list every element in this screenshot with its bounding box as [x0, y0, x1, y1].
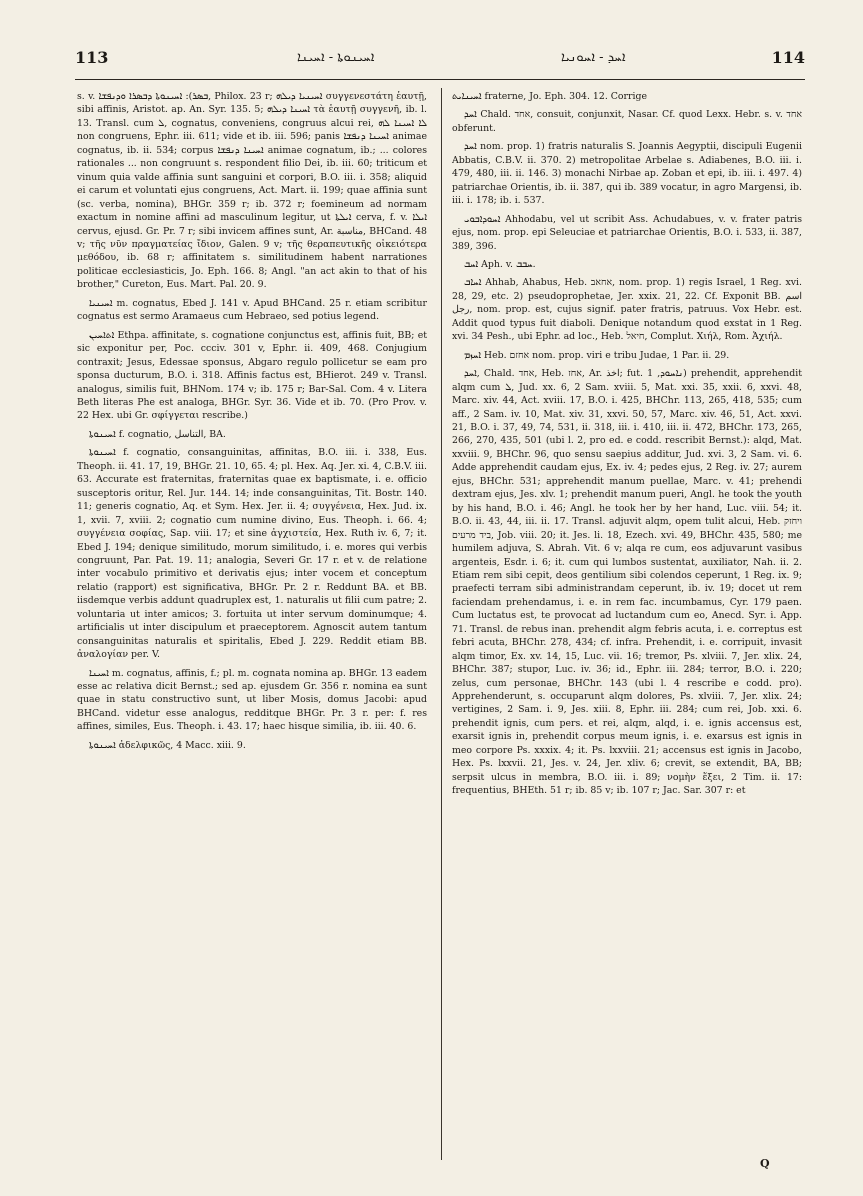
entry-paragraph: ܐܚܝܢܘܬܐ ἀδελφικῶς, 4 Macc. xiii. 9.: [89, 739, 246, 751]
entry-paragraph: ܐܬܐܚܝܢ Ethpa. affinitate, s. cognatione conjunctus est, affinis fuit, BB; et sic exponitur per, Poc. ccciv. 301 v, Ephr. ii. 409, 468. Conjugium contraxit; Jesus, Edessae sponsus, Abgaro regulo pollicetur se eam pro sponsa ducturum, B.O. i. 318. Affinis factus est, BHierot. 249 v. Transl. analogus, similis fuit, BHNom. 174 v; ib. 175 r; Bar-Sal. Com. 4 v. Litera Beth literas Phe est analoga, BHGr. Syr. 36. Vide et ib. 70. (Pro Prov. v. 22 Hex. ubi Gr. σφίγγεται rescribe.): [77, 329, 427, 422]
entry-paragraph: ܐܚܕ nom. prop. 1) fratris naturalis S. Joannis Aegyptii, discipuli Eugenii Abbatis, C.B.V. ii. 370. 2) metropolitae Arbelae s. Adiabenes, B.O. iii. i. 479, 480, iii. ii. 146. 3) monachi Nirbae ap. Zoban et epi, ib. iii. i. 497. 4) patriarchae Orientis, ib. ii. 387, qui ib. 389 vocatur, in agro Margensi, ib. iii. i. 178; ib. i. 537.: [452, 141, 802, 207]
entry-paragraph: s. v. ܒܣܪ): ܐܚܝܢܘܬܐ ܕܒܣܪܐ ܘܕܢܦܫܐ, Philox. 23 r; ܐܚܝܢܝܐ ܕܝܠܗ συγγενεστάτη ἑαυτῇ, sibi affinis, Aristot. ap. An. Syr. 135. 5; ܐܚܝܢܐ ܕܝܠܗ τὰ ἑαυτῇ συγγενῆ, ib. l. 13. Transl. cum ܠ, cognatus, conveniens, congruus alcui rei, ܠܐ ܐܚܝܢܐ ܠܗ non congruens, Ephr. iii. 611; vide et ib. iii. 596; panis ܐܚܝܢܐ ܕܢܦܫܐ animae cognatus, ib. ii. 534; corpus ܐܚܝܢܐ ܕܢܦܫܐ animae cognatum, ib.; ... colores rationales ... non congruunt s. respondent filio Dei, ib. iii. 60; triticum et vinum quia valde affinia sunt sanguini et corpori, B.O. iii. i. 358; aliquid ei carum et voluntati ejus congruens, Act. Mart. ii. 199; quae affinia sunt (sc. verba, nomina), BHGr. 359 r; ib. 372 r; foemineum ad normam exactum in nomine affini ad masculinum legitur, ut ܐܝܠܬܐ cerva, f. v. ܐܝܠܐ cervus, ejusd. Gr. Pr. 7 r; sibi invicem affines sunt, Ar. مناسبة, BHCand. 48 v; τῆς νῦν πραγματείας ἴδιον, Galen. 9 v; τῆς θεραπευτικῆς οἰκειότερα μεθόδου, ib. 68 r; affinitatem s. similitudinem habent narrationes politicae ecclesiasticis, Jo. Eph. 166. 8; Angl. "an act akin to that of his brother," Cureton, Eus. Mart. Pal. 20. 9.: [77, 91, 428, 291]
signature-mark: Q: [760, 1157, 770, 1170]
entry-paragraph: ܐܚܘܕܐܒܘܝ Ahhodabu, vel ut scribit Ass. Achudabues, v. v. frater patris ejus, nom. prop. epi Seleuciae et patriarchae Orientis, B.O. i. 533, ii. 387, 389, 396.: [452, 213, 802, 252]
entry-paragraph: ܐܚܐܒ Ahhab, Ahabus, Heb. אחאב, nom. prop. 1) regis Israel, 1 Reg. xvi. 28, 29, etc. 2) pseudoprophetae, Jer. xxix. 21, 22. Cf. Exponit BB. اسم رجل, nom. prop. est, cujus signif. pater fratris, patruus. Vox Hebr. est. Addit quod typus fuit diaboli. Denique notandum quod exstat in 1 Reg. xvi. 34 Pesh., ubi Ephr. ad loc., Heb. חיאל, Complut. Χιήλ, Rom. Ἀχιήλ.: [452, 277, 802, 343]
entry-paragraph: ܐܚܝܢܘܬܐ f. cognatio, التناسل, BA.: [89, 428, 226, 440]
right-column: [452, 90, 802, 803]
entry-paragraph: ܐܚܒ Aph. v. ܚܒܒ.: [464, 258, 536, 270]
page-header: [75, 48, 805, 72]
entry-paragraph: ܐܚܝܢܝܐ m. cognatus, Ebed J. 141 v. Apud BHCand. 25 r. etiam scribitur cognatus est sermo Aramaeus cum Hebraeo, sed potius legend.: [77, 297, 427, 323]
right-running-head: ܐܚܕ - ܐܚܘܢܝܐ: [561, 50, 626, 65]
column-divider: [441, 88, 442, 1160]
entry-paragraph: ܐܚܕ Chald. אחד, consuit, conjunxit, Nasar. Cf. quod Lexx. Hebr. s. v. אחד obferunt.: [452, 109, 802, 134]
right-page-number: 114: [771, 48, 805, 67]
entry-paragraph: ܐܚܙܡ Heb. אחזם nom. prop. viri e tribu Judae, 1 Par. ii. 29.: [464, 349, 730, 361]
entry-paragraph: ܐܚܕ, Chald. אחד, Heb. אחז, Ar. اخذ; fut. ܢܐܚܘܕ, 1) prehendit, apprehendit alqm cum ܠ, Jud. xx. 6, 2 Sam. xviii. 5, Mat. xxi. 35, xxii. 6, xxvi. 48, Marc. xiv. 44, Act. xviii. 17, B.O. i. 425, BHChr. 113, 265, 418, 535; cum aff., 2 Sam. iv. 10, Mat. xiv. 31, xxvi. 50, 57, Marc. xiv. 46, 51, Act. xxvi. 21, B.O. i. 37, 49, 74, 531, ii. 318, iii. i. 410, iii. ii. 472, BHChr. 173, 265, 266, 270, 435, 501 (ubi l. 2, pro ed. e codd. rescribit Bernst.): alqd, Mat. xxviii. 9, BHChr. 96, quo sensu saepius additur, Jud. xvi. 3, 2 Sam. vi. 6. Adde apprehendit caudam ejus, Ex. iv. 4; pedes ejus, 2 Reg. iv. 27; aurem ejus, BHChr. 531; apprehendit manum puellae, Marc. v. 41; prehendi dextram ejus, Jes. xlv. 1; prehendit manum pueri, Angl. he took the youth by his hand, B.O. i. 46; Angl. he took her by her hand, Luc. viii. 54; it. B.O. ii. 43, 44, iii. ii. 17. Transl. adjuvit alqm, opem tulit alcui, Heb. ויחזק ביד מרעים, Job. viii. 20; it. Jes. li. 18, Ezech. xvi. 49, BHChr. 435, 580; me humilem adjuva, S. Abrah. Vit. 6 v; alqa re cum, eos adjuvarunt vasibus argenteis, Esdr. i. 6; it. cum qui lumbos sustentat, auxiliator, Nah. ii. 2. Etiam rem sibi cepit, deos gentilium sibi colendos ceperunt, 1 Reg. ix. 9; praefecti terram sibi administrandam ceperunt, ib. iv. 19; docet ut rem faciendam prehendamus, i. e. in rem fac. incumbamus, Cyr. 179 paen. Cum luctatus est, te provocat ad luctandum cum eo, Anecd. Syr. i. App. 71. Transl. de rebus inan. prehendit algm febris acuta, i. e. correptus est febri acuta, BHChr. 278, 434; cf. infra. Prehendit, i. e. corripuit, invasit alqm timor, Ex. xv. 14, 15, Luc. vii. 16; tremor, Ps. xlviii. 7, Jer. xlix. 24, BHChr. 387; stupor, Luc. iv. 36; id., Ephr. iii. 284; terror, B.O. i. 220; zelus, cum personae, BHChr. 143 (ubi l. 4 rescribe e codd. pro). Apprehenderunt, s. occuparunt alqm dolores, Ps. xlviii. 7, Jer. xlix. 24; vertigines, 2 Sam. i. 9, Jes. xiii. 8, Ephr. iii. 284; cum rei, Job. xxi. 6. prehendit ignis, cum pers. et rei, alqm, alqd, i. e. ignis accensus est, exarsit ignis in, prehendit corpus meum ignis, i. e. exarsus est ignis in meo corpore Ps. xxxix. 4; it. Ps. lxxviii. 21; accensus est ignis in Jacobo, Hex. Ps. lxxvii. 21, Jes. v. 24, Jer. xliv. 6; crevit, se extendit, BA, BB; serpsit ulcus in membra, B.O. iii. i. 89; νομὴν ἕξει, 2 Tim. ii. 17: frequentius, BHEth. 51 r; ib. 85 v; ib. 107 r; Jac. Sar. 307 r: et: [452, 368, 802, 797]
entry-paragraph: ܐܚܝܢܐ m. cognatus, affinis, f.; pl. m. cognata nomina ap. BHGr. 13 eadem esse ac relativa dicit Bernst.; sed ap. ejusdem Gr. 356 r. nomina ea sunt quae in statu constructivo sunt, ut liber Mosis, domus Jacobi: apud BHCand. videtur esse analogus, redditque BHGr. Pr. 3 r. per: f. res affines, similes, Eus. Theoph. i. 43. 17; haec hisque similia, ib. iii. 40. 6.: [77, 667, 427, 733]
entry-paragraph: ܐܚܝܢܐܝܬ fraterne, Jo. Eph. 304. 12. Corrige: [452, 91, 647, 102]
left-running-head: ܐܚܝܢܘܬܐ - ܐܚܝܢܐ: [297, 50, 375, 65]
left-page-number: 113: [75, 48, 109, 67]
entry-paragraph: ܐܚܝܢܘܬܐ f. cognatio, consanguinitas, affinitas, B.O. iii. i. 338, Eus. Theoph. ii. 41. 17, 19, BHGr. 21. 10, 65. 4; pl. Hex. Aq. Jer. xi. 4, C.B.V. iii. 63. Accurate est fraternitas, fraternitas quae ex baptismate, i. e. officio susceptoris oritur, Rel. Jur. 144. 14; inde consanguinitas, Tit. Bostr. 140. 11; generis cognatio, Aq. et Sym. Hex. Jer. ii. 4; συγγένεια, Hex. Jud. ix. 1, xvii. 7, xviii. 2; cognatio cum numine divino, Eus. Theoph. i. 66. 4; συγγένεια σοφίας, Sap. viii. 17; et sine ἀγχιστεία, Hex. Ruth iv. 6, 7; it. Ebed J. 194; denique similitudo, morum similitudo, i. e. mores qui verbis congruunt, Par. Pat. 19. 11; analogia, Severi Gr. 17 r. et v. de relatione inter vocabulo primitivo et derivatis ejus; inter vocem et conceptum relatio (rapport) est significativa, BHGr. Pr. 2 r. Reddunt BA. et BB. iisdemque verbis addunt quadruplex est, 1. naturalis ut filii cum patre; 2. voluntaria ut inter amicos; 3. fortuita ut inter servum dominumque; 4. artificialis ut inter discipulum et praeceptorem. Agnoscit autem tantum consanguinitas naturalis et spiritalis, Ebed J. 229. Reddit etiam BB. ἀναλογίαν per. V.: [77, 447, 427, 661]
left-column: [77, 90, 427, 757]
header-rule: [75, 79, 805, 80]
